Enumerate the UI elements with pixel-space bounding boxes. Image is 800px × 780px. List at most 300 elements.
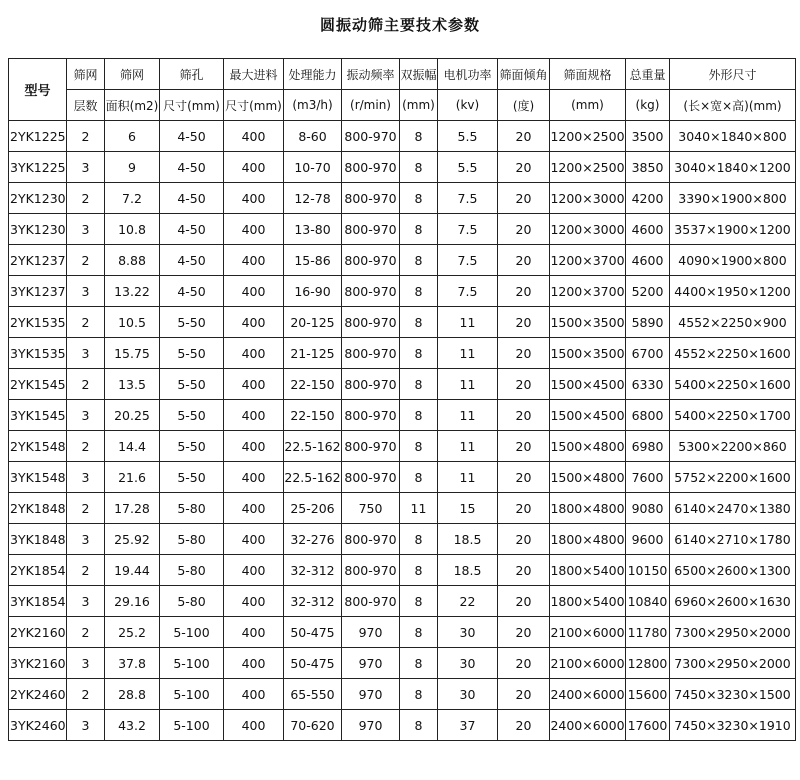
cell-power: 11 [438, 369, 498, 400]
cell-model: 3YK1848 [9, 524, 67, 555]
cell-aperture: 5-80 [160, 493, 224, 524]
cell-weight: 10840 [626, 586, 670, 617]
header-angle-top: 筛面倾角 [498, 59, 550, 90]
cell-area: 6 [105, 121, 160, 152]
cell-capacity: 15-86 [284, 245, 342, 276]
cell-power: 7.5 [438, 245, 498, 276]
cell-frequency: 800-970 [342, 121, 400, 152]
cell-weight: 3500 [626, 121, 670, 152]
cell-dimensions: 6140×2710×1780 [670, 524, 796, 555]
table-row [9, 400, 796, 431]
cell-feed-size: 400 [224, 462, 284, 493]
header-feed-top: 最大进料 [224, 59, 284, 90]
cell-area: 37.8 [105, 648, 160, 679]
cell-area: 13.5 [105, 369, 160, 400]
cell-angle: 20 [498, 152, 550, 183]
header-capacity-bottom: (m3/h) [284, 90, 342, 121]
header-freq-top: 振动频率 [342, 59, 400, 90]
cell-frequency: 800-970 [342, 431, 400, 462]
cell-dimensions: 3390×1900×800 [670, 183, 796, 214]
cell-aperture: 4-50 [160, 276, 224, 307]
cell-angle: 20 [498, 400, 550, 431]
cell-feed-size: 400 [224, 710, 284, 741]
specs-table [8, 58, 796, 741]
cell-capacity: 21-125 [284, 338, 342, 369]
cell-capacity: 32-276 [284, 524, 342, 555]
table-row [9, 276, 796, 307]
cell-aperture: 5-100 [160, 710, 224, 741]
cell-capacity: 22.5-162 [284, 462, 342, 493]
cell-capacity: 22.5-162 [284, 431, 342, 462]
cell-frequency: 800-970 [342, 462, 400, 493]
cell-feed-size: 400 [224, 524, 284, 555]
cell-capacity: 25-206 [284, 493, 342, 524]
cell-area: 15.75 [105, 338, 160, 369]
cell-weight: 15600 [626, 679, 670, 710]
cell-layers: 2 [67, 493, 105, 524]
cell-model: 2YK1237 [9, 245, 67, 276]
cell-area: 8.88 [105, 245, 160, 276]
cell-screen-size: 1500×4500 [550, 369, 626, 400]
cell-power: 30 [438, 617, 498, 648]
cell-weight: 6700 [626, 338, 670, 369]
cell-power: 7.5 [438, 276, 498, 307]
cell-layers: 2 [67, 617, 105, 648]
cell-feed-size: 400 [224, 369, 284, 400]
cell-angle: 20 [498, 679, 550, 710]
cell-power: 37 [438, 710, 498, 741]
cell-dimensions: 5400×2250×1600 [670, 369, 796, 400]
header-weight-bottom: (kg) [626, 90, 670, 121]
cell-frequency: 800-970 [342, 586, 400, 617]
table-row [9, 555, 796, 586]
cell-layers: 2 [67, 431, 105, 462]
cell-amplitude: 8 [400, 586, 438, 617]
cell-power: 7.5 [438, 214, 498, 245]
cell-feed-size: 400 [224, 493, 284, 524]
cell-frequency: 750 [342, 493, 400, 524]
cell-area: 29.16 [105, 586, 160, 617]
cell-amplitude: 8 [400, 617, 438, 648]
cell-model: 3YK1545 [9, 400, 67, 431]
cell-dimensions: 3537×1900×1200 [670, 214, 796, 245]
cell-power: 30 [438, 648, 498, 679]
table-row [9, 214, 796, 245]
cell-capacity: 32-312 [284, 555, 342, 586]
cell-capacity: 65-550 [284, 679, 342, 710]
cell-angle: 20 [498, 710, 550, 741]
cell-aperture: 4-50 [160, 183, 224, 214]
cell-feed-size: 400 [224, 400, 284, 431]
cell-feed-size: 400 [224, 617, 284, 648]
cell-frequency: 800-970 [342, 524, 400, 555]
cell-dimensions: 7300×2950×2000 [670, 617, 796, 648]
cell-power: 11 [438, 400, 498, 431]
cell-aperture: 5-50 [160, 462, 224, 493]
cell-screen-size: 1500×4500 [550, 400, 626, 431]
header-layers-bottom: 层数 [67, 90, 105, 121]
cell-area: 7.2 [105, 183, 160, 214]
cell-weight: 7600 [626, 462, 670, 493]
header-power-top: 电机功率 [438, 59, 498, 90]
cell-capacity: 32-312 [284, 586, 342, 617]
cell-weight: 12800 [626, 648, 670, 679]
cell-layers: 3 [67, 400, 105, 431]
cell-aperture: 5-50 [160, 400, 224, 431]
header-model: 型号 [9, 59, 67, 121]
cell-layers: 2 [67, 555, 105, 586]
cell-frequency: 800-970 [342, 276, 400, 307]
header-layers-top: 筛网 [67, 59, 105, 90]
cell-angle: 20 [498, 121, 550, 152]
cell-feed-size: 400 [224, 183, 284, 214]
header-area-bottom: 面积(m2) [105, 90, 160, 121]
cell-model: 2YK1230 [9, 183, 67, 214]
header-dims-bottom: (长×宽×高)(mm) [670, 90, 796, 121]
header-freq-bottom: (r/min) [342, 90, 400, 121]
page-title: 圆振动筛主要技术参数 [319, 16, 480, 34]
header-aperture-bottom: 尺寸(mm) [160, 90, 224, 121]
cell-screen-size: 1500×4800 [550, 431, 626, 462]
header-capacity-top: 处理能力 [284, 59, 342, 90]
table-row [9, 307, 796, 338]
cell-amplitude: 8 [400, 710, 438, 741]
cell-screen-size: 1800×4800 [550, 493, 626, 524]
cell-power: 30 [438, 679, 498, 710]
cell-model: 2YK2460 [9, 679, 67, 710]
cell-feed-size: 400 [224, 152, 284, 183]
cell-feed-size: 400 [224, 431, 284, 462]
cell-layers: 2 [67, 183, 105, 214]
cell-layers: 3 [67, 152, 105, 183]
cell-aperture: 4-50 [160, 152, 224, 183]
table-header [9, 59, 796, 121]
cell-model: 3YK1854 [9, 586, 67, 617]
cell-capacity: 12-78 [284, 183, 342, 214]
cell-weight: 9600 [626, 524, 670, 555]
cell-amplitude: 8 [400, 152, 438, 183]
cell-amplitude: 8 [400, 555, 438, 586]
cell-angle: 20 [498, 245, 550, 276]
table-row [9, 586, 796, 617]
cell-area: 21.6 [105, 462, 160, 493]
cell-model: 3YK1230 [9, 214, 67, 245]
cell-angle: 20 [498, 276, 550, 307]
cell-layers: 3 [67, 276, 105, 307]
cell-screen-size: 1800×5400 [550, 555, 626, 586]
cell-aperture: 4-50 [160, 121, 224, 152]
cell-amplitude: 8 [400, 679, 438, 710]
cell-aperture: 5-80 [160, 555, 224, 586]
cell-weight: 4600 [626, 245, 670, 276]
cell-frequency: 970 [342, 648, 400, 679]
cell-aperture: 4-50 [160, 214, 224, 245]
cell-aperture: 5-50 [160, 369, 224, 400]
cell-frequency: 800-970 [342, 183, 400, 214]
cell-weight: 4600 [626, 214, 670, 245]
cell-aperture: 5-50 [160, 307, 224, 338]
cell-power: 15 [438, 493, 498, 524]
cell-screen-size: 1200×3000 [550, 214, 626, 245]
cell-layers: 2 [67, 369, 105, 400]
cell-capacity: 20-125 [284, 307, 342, 338]
cell-frequency: 800-970 [342, 338, 400, 369]
cell-feed-size: 400 [224, 214, 284, 245]
cell-capacity: 10-70 [284, 152, 342, 183]
cell-layers: 3 [67, 710, 105, 741]
cell-weight: 10150 [626, 555, 670, 586]
cell-frequency: 970 [342, 617, 400, 648]
cell-feed-size: 400 [224, 555, 284, 586]
table-row [9, 245, 796, 276]
cell-area: 9 [105, 152, 160, 183]
cell-amplitude: 8 [400, 369, 438, 400]
table-row [9, 121, 796, 152]
cell-dimensions: 6140×2470×1380 [670, 493, 796, 524]
cell-angle: 20 [498, 524, 550, 555]
cell-area: 20.25 [105, 400, 160, 431]
cell-frequency: 970 [342, 679, 400, 710]
cell-angle: 20 [498, 493, 550, 524]
cell-capacity: 70-620 [284, 710, 342, 741]
cell-feed-size: 400 [224, 586, 284, 617]
cell-dimensions: 7450×3230×1910 [670, 710, 796, 741]
cell-power: 11 [438, 462, 498, 493]
cell-weight: 6980 [626, 431, 670, 462]
cell-dimensions: 7450×3230×1500 [670, 679, 796, 710]
table-body [9, 121, 796, 741]
cell-weight: 4200 [626, 183, 670, 214]
cell-frequency: 800-970 [342, 152, 400, 183]
cell-angle: 20 [498, 307, 550, 338]
cell-model: 2YK1854 [9, 555, 67, 586]
cell-capacity: 8-60 [284, 121, 342, 152]
header-power-bottom: (kv) [438, 90, 498, 121]
cell-feed-size: 400 [224, 307, 284, 338]
cell-power: 11 [438, 431, 498, 462]
cell-layers: 3 [67, 462, 105, 493]
table-row [9, 152, 796, 183]
cell-feed-size: 400 [224, 338, 284, 369]
cell-aperture: 4-50 [160, 245, 224, 276]
cell-feed-size: 400 [224, 648, 284, 679]
cell-layers: 2 [67, 307, 105, 338]
cell-screen-size: 1500×3500 [550, 338, 626, 369]
cell-area: 25.92 [105, 524, 160, 555]
cell-model: 3YK1548 [9, 462, 67, 493]
cell-capacity: 16-90 [284, 276, 342, 307]
cell-angle: 20 [498, 648, 550, 679]
cell-amplitude: 8 [400, 276, 438, 307]
header-size-bottom: (mm) [550, 90, 626, 121]
cell-screen-size: 1200×3700 [550, 245, 626, 276]
cell-amplitude: 8 [400, 214, 438, 245]
cell-screen-size: 1200×2500 [550, 121, 626, 152]
cell-weight: 3850 [626, 152, 670, 183]
table-row [9, 462, 796, 493]
cell-dimensions: 5300×2200×860 [670, 431, 796, 462]
cell-frequency: 970 [342, 710, 400, 741]
cell-dimensions: 5752×2200×1600 [670, 462, 796, 493]
cell-amplitude: 8 [400, 245, 438, 276]
cell-weight: 6330 [626, 369, 670, 400]
cell-angle: 20 [498, 369, 550, 400]
cell-model: 3YK1225 [9, 152, 67, 183]
cell-area: 43.2 [105, 710, 160, 741]
cell-aperture: 5-80 [160, 586, 224, 617]
cell-amplitude: 8 [400, 307, 438, 338]
table-row [9, 369, 796, 400]
cell-aperture: 5-100 [160, 617, 224, 648]
header-area-top: 筛网 [105, 59, 160, 90]
header-feed-bottom: 尺寸(mm) [224, 90, 284, 121]
cell-model: 3YK2460 [9, 710, 67, 741]
cell-angle: 20 [498, 586, 550, 617]
cell-frequency: 800-970 [342, 307, 400, 338]
cell-model: 2YK1848 [9, 493, 67, 524]
cell-model: 2YK1545 [9, 369, 67, 400]
cell-power: 7.5 [438, 183, 498, 214]
cell-capacity: 50-475 [284, 648, 342, 679]
cell-frequency: 800-970 [342, 369, 400, 400]
cell-aperture: 5-100 [160, 648, 224, 679]
cell-model: 2YK2160 [9, 617, 67, 648]
table-row [9, 338, 796, 369]
cell-model: 3YK1535 [9, 338, 67, 369]
cell-amplitude: 8 [400, 648, 438, 679]
cell-dimensions: 4090×1900×800 [670, 245, 796, 276]
cell-amplitude: 8 [400, 183, 438, 214]
cell-layers: 3 [67, 648, 105, 679]
cell-angle: 20 [498, 183, 550, 214]
cell-frequency: 800-970 [342, 555, 400, 586]
cell-screen-size: 1500×4800 [550, 462, 626, 493]
cell-dimensions: 5400×2250×1700 [670, 400, 796, 431]
cell-dimensions: 3040×1840×800 [670, 121, 796, 152]
cell-power: 5.5 [438, 121, 498, 152]
cell-model: 3YK1237 [9, 276, 67, 307]
cell-weight: 5200 [626, 276, 670, 307]
cell-frequency: 800-970 [342, 214, 400, 245]
cell-feed-size: 400 [224, 679, 284, 710]
cell-amplitude: 8 [400, 338, 438, 369]
cell-amplitude: 8 [400, 121, 438, 152]
cell-model: 2YK1548 [9, 431, 67, 462]
cell-weight: 5890 [626, 307, 670, 338]
cell-power: 22 [438, 586, 498, 617]
cell-layers: 3 [67, 524, 105, 555]
header-amp-top: 双振幅 [400, 59, 438, 90]
header-weight-top: 总重量 [626, 59, 670, 90]
cell-screen-size: 1200×3000 [550, 183, 626, 214]
cell-angle: 20 [498, 338, 550, 369]
cell-angle: 20 [498, 462, 550, 493]
cell-angle: 20 [498, 617, 550, 648]
cell-layers: 3 [67, 586, 105, 617]
table-row [9, 524, 796, 555]
cell-area: 28.8 [105, 679, 160, 710]
cell-layers: 3 [67, 214, 105, 245]
cell-capacity: 50-475 [284, 617, 342, 648]
cell-model: 2YK1535 [9, 307, 67, 338]
cell-power: 18.5 [438, 524, 498, 555]
cell-screen-size: 1800×5400 [550, 586, 626, 617]
cell-feed-size: 400 [224, 121, 284, 152]
cell-dimensions: 7300×2950×2000 [670, 648, 796, 679]
cell-frequency: 800-970 [342, 245, 400, 276]
cell-amplitude: 8 [400, 524, 438, 555]
cell-area: 25.2 [105, 617, 160, 648]
cell-screen-size: 2100×6000 [550, 648, 626, 679]
cell-amplitude: 8 [400, 400, 438, 431]
cell-feed-size: 400 [224, 245, 284, 276]
cell-screen-size: 2400×6000 [550, 710, 626, 741]
cell-area: 14.4 [105, 431, 160, 462]
cell-amplitude: 8 [400, 462, 438, 493]
cell-area: 10.5 [105, 307, 160, 338]
cell-angle: 20 [498, 431, 550, 462]
header-aperture-top: 筛孔 [160, 59, 224, 90]
header-dims-top: 外形尺寸 [670, 59, 796, 90]
cell-screen-size: 1200×3700 [550, 276, 626, 307]
cell-screen-size: 2400×6000 [550, 679, 626, 710]
cell-power: 11 [438, 338, 498, 369]
table-row [9, 183, 796, 214]
cell-screen-size: 1500×3500 [550, 307, 626, 338]
cell-angle: 20 [498, 555, 550, 586]
header-size-top: 筛面规格 [550, 59, 626, 90]
table-row [9, 431, 796, 462]
cell-angle: 20 [498, 214, 550, 245]
cell-model: 2YK1225 [9, 121, 67, 152]
cell-dimensions: 3040×1840×1200 [670, 152, 796, 183]
table-row [9, 648, 796, 679]
header-angle-bottom: (度) [498, 90, 550, 121]
table-row [9, 710, 796, 741]
cell-capacity: 22-150 [284, 400, 342, 431]
cell-area: 13.22 [105, 276, 160, 307]
cell-capacity: 22-150 [284, 369, 342, 400]
table-row [9, 493, 796, 524]
cell-power: 5.5 [438, 152, 498, 183]
cell-aperture: 5-50 [160, 338, 224, 369]
cell-layers: 2 [67, 245, 105, 276]
cell-amplitude: 11 [400, 493, 438, 524]
cell-aperture: 5-80 [160, 524, 224, 555]
cell-power: 18.5 [438, 555, 498, 586]
cell-dimensions: 6960×2600×1630 [670, 586, 796, 617]
cell-weight: 9080 [626, 493, 670, 524]
header-amp-bottom: (mm) [400, 90, 438, 121]
cell-frequency: 800-970 [342, 400, 400, 431]
cell-power: 11 [438, 307, 498, 338]
cell-model: 3YK2160 [9, 648, 67, 679]
cell-aperture: 5-50 [160, 431, 224, 462]
cell-dimensions: 4552×2250×900 [670, 307, 796, 338]
cell-screen-size: 1200×2500 [550, 152, 626, 183]
cell-area: 19.44 [105, 555, 160, 586]
cell-layers: 2 [67, 121, 105, 152]
cell-amplitude: 8 [400, 431, 438, 462]
cell-screen-size: 1800×4800 [550, 524, 626, 555]
cell-aperture: 5-100 [160, 679, 224, 710]
cell-dimensions: 6500×2600×1300 [670, 555, 796, 586]
table-row [9, 679, 796, 710]
cell-capacity: 13-80 [284, 214, 342, 245]
cell-weight: 17600 [626, 710, 670, 741]
cell-area: 17.28 [105, 493, 160, 524]
cell-weight: 6800 [626, 400, 670, 431]
